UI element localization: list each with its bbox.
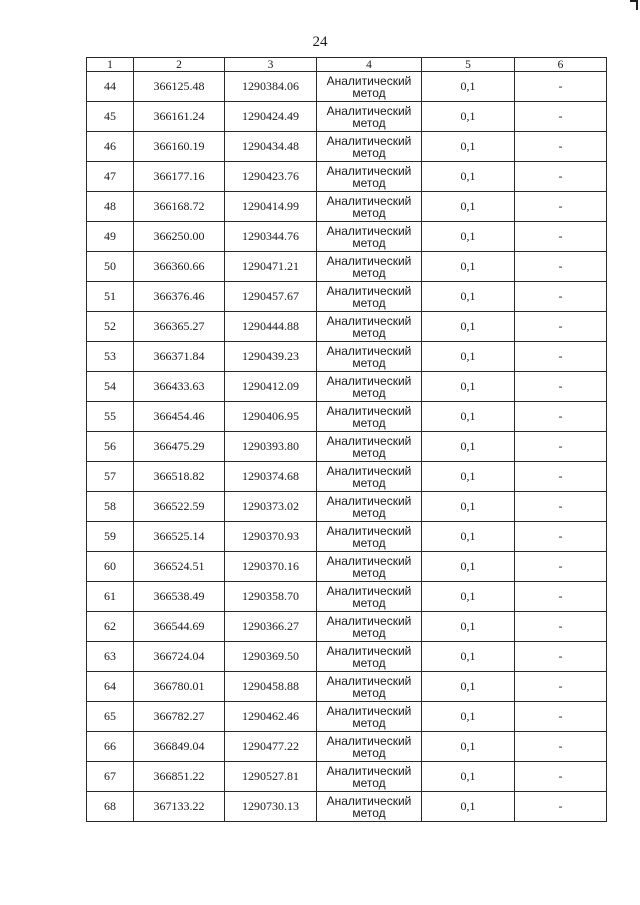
- method-cell: [317, 732, 422, 762]
- x-coordinate-cell: 366168.72: [134, 192, 225, 222]
- x-coordinate-cell: 366160.19: [134, 132, 225, 162]
- method-line-1: Аналитический: [326, 133, 412, 148]
- point-number-cell: 67: [87, 762, 134, 792]
- y-coordinate-cell: 1290414.99: [225, 192, 317, 222]
- method-cell: [317, 612, 422, 642]
- method-line-2: метод: [352, 355, 386, 370]
- method-line-1: Аналитический: [326, 733, 412, 748]
- accuracy-cell: 0,1: [422, 522, 515, 552]
- table-row: [87, 162, 607, 192]
- method-line-2: метод: [352, 655, 386, 670]
- y-coordinate-cell: 1290344.76: [225, 222, 317, 252]
- table-row: [87, 252, 607, 282]
- method-line-1: Аналитический: [326, 403, 412, 418]
- point-number-cell: 51: [87, 282, 134, 312]
- method-line-1: Аналитический: [326, 73, 412, 88]
- y-coordinate-cell: 1290423.76: [225, 162, 317, 192]
- accuracy-cell: 0,1: [422, 252, 515, 282]
- table-row: [87, 402, 607, 432]
- y-coordinate-cell: 1290439.23: [225, 342, 317, 372]
- x-coordinate-cell: 366524.51: [134, 552, 225, 582]
- method-line-2: метод: [352, 565, 386, 580]
- method-line-1: Аналитический: [326, 673, 412, 688]
- table-row: [87, 672, 607, 702]
- y-coordinate-cell: 1290424.49: [225, 102, 317, 132]
- method-line-1: Аналитический: [326, 523, 412, 538]
- method-line-2: метод: [352, 715, 386, 730]
- note-cell: -: [515, 162, 607, 192]
- x-coordinate-cell: 366433.63: [134, 372, 225, 402]
- table-row: [87, 762, 607, 792]
- note-cell: -: [515, 792, 607, 822]
- method-line-2: метод: [352, 775, 386, 790]
- table-header-row: [87, 58, 607, 72]
- method-line-1: Аналитический: [326, 793, 412, 808]
- table-row: [87, 492, 607, 522]
- point-number-cell: 66: [87, 732, 134, 762]
- method-cell: [317, 642, 422, 672]
- note-cell: -: [515, 252, 607, 282]
- point-number-cell: 54: [87, 372, 134, 402]
- point-number-cell: 45: [87, 102, 134, 132]
- method-line-1: Аналитический: [326, 103, 412, 118]
- method-cell: [317, 342, 422, 372]
- note-cell: -: [515, 642, 607, 672]
- method-line-1: Аналитический: [326, 343, 412, 358]
- table-row: [87, 702, 607, 732]
- method-line-2: метод: [352, 205, 386, 220]
- method-cell: [317, 282, 422, 312]
- accuracy-cell: 0,1: [422, 132, 515, 162]
- x-coordinate-cell: 366371.84: [134, 342, 225, 372]
- method-line-1: Аналитический: [326, 433, 412, 448]
- accuracy-cell: 0,1: [422, 462, 515, 492]
- y-coordinate-cell: 1290373.02: [225, 492, 317, 522]
- note-cell: -: [515, 102, 607, 132]
- note-cell: -: [515, 72, 607, 102]
- table-row: [87, 342, 607, 372]
- point-number-cell: 59: [87, 522, 134, 552]
- point-number-cell: 49: [87, 222, 134, 252]
- table-row: [87, 72, 607, 102]
- note-cell: -: [515, 282, 607, 312]
- y-coordinate-cell: 1290477.22: [225, 732, 317, 762]
- y-coordinate-cell: 1290434.48: [225, 132, 317, 162]
- note-cell: -: [515, 342, 607, 372]
- table-row: [87, 102, 607, 132]
- method-line-2: метод: [352, 235, 386, 250]
- method-cell: [317, 702, 422, 732]
- note-cell: -: [515, 522, 607, 552]
- method-line-2: метод: [352, 505, 386, 520]
- accuracy-cell: 0,1: [422, 342, 515, 372]
- method-line-1: Аналитический: [326, 763, 412, 778]
- x-coordinate-cell: 366724.04: [134, 642, 225, 672]
- method-cell: [317, 522, 422, 552]
- point-number-cell: 50: [87, 252, 134, 282]
- y-coordinate-cell: 1290730.13: [225, 792, 317, 822]
- x-coordinate-cell: 366518.82: [134, 462, 225, 492]
- accuracy-cell: 0,1: [422, 102, 515, 132]
- table-row: [87, 582, 607, 612]
- accuracy-cell: 0,1: [422, 192, 515, 222]
- point-number-cell: 63: [87, 642, 134, 672]
- y-coordinate-cell: 1290374.68: [225, 462, 317, 492]
- x-coordinate-cell: 366125.48: [134, 72, 225, 102]
- accuracy-cell: 0,1: [422, 672, 515, 702]
- point-number-cell: 57: [87, 462, 134, 492]
- method-cell: [317, 492, 422, 522]
- x-coordinate-cell: 367133.22: [134, 792, 225, 822]
- method-cell: [317, 372, 422, 402]
- table-row: [87, 132, 607, 162]
- method-line-2: метод: [352, 475, 386, 490]
- point-number-cell: 62: [87, 612, 134, 642]
- y-coordinate-cell: 1290358.70: [225, 582, 317, 612]
- method-line-2: метод: [352, 85, 386, 100]
- point-number-cell: 61: [87, 582, 134, 612]
- table-row: [87, 792, 607, 822]
- y-coordinate-cell: 1290412.09: [225, 372, 317, 402]
- accuracy-cell: 0,1: [422, 222, 515, 252]
- x-coordinate-cell: 366525.14: [134, 522, 225, 552]
- note-cell: -: [515, 132, 607, 162]
- x-coordinate-cell: 366360.66: [134, 252, 225, 282]
- method-cell: [317, 462, 422, 492]
- point-number-cell: 55: [87, 402, 134, 432]
- y-coordinate-cell: 1290527.81: [225, 762, 317, 792]
- accuracy-cell: 0,1: [422, 582, 515, 612]
- x-coordinate-cell: 366849.04: [134, 732, 225, 762]
- accuracy-cell: 0,1: [422, 432, 515, 462]
- method-line-1: Аналитический: [326, 553, 412, 568]
- note-cell: -: [515, 762, 607, 792]
- x-coordinate-cell: 366522.59: [134, 492, 225, 522]
- point-number-cell: 52: [87, 312, 134, 342]
- method-line-2: метод: [352, 805, 386, 820]
- point-number-cell: 56: [87, 432, 134, 462]
- accuracy-cell: 0,1: [422, 282, 515, 312]
- accuracy-cell: 0,1: [422, 702, 515, 732]
- accuracy-cell: 0,1: [422, 552, 515, 582]
- table-row: [87, 552, 607, 582]
- method-line-2: метод: [352, 745, 386, 760]
- note-cell: -: [515, 312, 607, 342]
- y-coordinate-cell: 1290458.88: [225, 672, 317, 702]
- method-cell: [317, 402, 422, 432]
- y-coordinate-cell: 1290457.67: [225, 282, 317, 312]
- accuracy-cell: 0,1: [422, 402, 515, 432]
- method-cell: [317, 252, 422, 282]
- accuracy-cell: 0,1: [422, 732, 515, 762]
- x-coordinate-cell: 366365.27: [134, 312, 225, 342]
- note-cell: -: [515, 612, 607, 642]
- accuracy-cell: 0,1: [422, 372, 515, 402]
- table-row: [87, 312, 607, 342]
- y-coordinate-cell: 1290384.06: [225, 72, 317, 102]
- accuracy-cell: 0,1: [422, 72, 515, 102]
- y-coordinate-cell: 1290462.46: [225, 702, 317, 732]
- note-cell: -: [515, 222, 607, 252]
- header-col-6: 6: [515, 58, 607, 72]
- method-cell: [317, 672, 422, 702]
- header-col-5: 5: [422, 58, 515, 72]
- point-number-cell: 47: [87, 162, 134, 192]
- accuracy-cell: 0,1: [422, 492, 515, 522]
- header-col-1: 1: [87, 58, 134, 72]
- method-cell: [317, 192, 422, 222]
- method-line-1: Аналитический: [326, 163, 412, 178]
- method-line-2: метод: [352, 115, 386, 130]
- method-line-2: метод: [352, 415, 386, 430]
- corner-mark: [630, 0, 638, 10]
- accuracy-cell: 0,1: [422, 162, 515, 192]
- method-cell: [317, 312, 422, 342]
- note-cell: -: [515, 702, 607, 732]
- method-line-2: метод: [352, 445, 386, 460]
- method-line-1: Аналитический: [326, 613, 412, 628]
- method-cell: [317, 72, 422, 102]
- method-line-2: метод: [352, 145, 386, 160]
- x-coordinate-cell: 366177.16: [134, 162, 225, 192]
- method-line-1: Аналитический: [326, 283, 412, 298]
- note-cell: -: [515, 432, 607, 462]
- x-coordinate-cell: 366161.24: [134, 102, 225, 132]
- point-number-cell: 65: [87, 702, 134, 732]
- method-line-2: метод: [352, 295, 386, 310]
- x-coordinate-cell: 366780.01: [134, 672, 225, 702]
- method-line-1: Аналитический: [326, 703, 412, 718]
- method-line-2: метод: [352, 535, 386, 550]
- note-cell: -: [515, 552, 607, 582]
- table-row: [87, 642, 607, 672]
- method-line-1: Аналитический: [326, 643, 412, 658]
- note-cell: -: [515, 372, 607, 402]
- y-coordinate-cell: 1290471.21: [225, 252, 317, 282]
- table-row: [87, 732, 607, 762]
- point-number-cell: 68: [87, 792, 134, 822]
- method-cell: [317, 582, 422, 612]
- method-line-2: метод: [352, 325, 386, 340]
- table-row: [87, 522, 607, 552]
- method-cell: [317, 132, 422, 162]
- method-line-1: Аналитический: [326, 583, 412, 598]
- method-line-2: метод: [352, 265, 386, 280]
- table-row: [87, 192, 607, 222]
- x-coordinate-cell: 366544.69: [134, 612, 225, 642]
- table-row: [87, 222, 607, 252]
- note-cell: -: [515, 462, 607, 492]
- note-cell: -: [515, 582, 607, 612]
- accuracy-cell: 0,1: [422, 762, 515, 792]
- y-coordinate-cell: 1290406.95: [225, 402, 317, 432]
- header-col-3: 3: [225, 58, 317, 72]
- x-coordinate-cell: 366376.46: [134, 282, 225, 312]
- header-col-2: 2: [134, 58, 225, 72]
- method-line-2: метод: [352, 595, 386, 610]
- method-line-2: метод: [352, 175, 386, 190]
- note-cell: -: [515, 192, 607, 222]
- x-coordinate-cell: 366250.00: [134, 222, 225, 252]
- method-cell: [317, 162, 422, 192]
- y-coordinate-cell: 1290370.93: [225, 522, 317, 552]
- table-row: [87, 612, 607, 642]
- x-coordinate-cell: 366454.46: [134, 402, 225, 432]
- y-coordinate-cell: 1290366.27: [225, 612, 317, 642]
- table-body: [87, 72, 607, 822]
- accuracy-cell: 0,1: [422, 312, 515, 342]
- method-line-1: Аналитический: [326, 193, 412, 208]
- method-cell: [317, 552, 422, 582]
- method-cell: [317, 432, 422, 462]
- point-number-cell: 46: [87, 132, 134, 162]
- x-coordinate-cell: 366782.27: [134, 702, 225, 732]
- method-line-1: Аналитический: [326, 223, 412, 238]
- point-number-cell: 60: [87, 552, 134, 582]
- note-cell: -: [515, 492, 607, 522]
- x-coordinate-cell: 366851.22: [134, 762, 225, 792]
- table-row: [87, 282, 607, 312]
- note-cell: -: [515, 402, 607, 432]
- accuracy-cell: 0,1: [422, 612, 515, 642]
- method-line-1: Аналитический: [326, 493, 412, 508]
- point-number-cell: 64: [87, 672, 134, 702]
- point-number-cell: 44: [87, 72, 134, 102]
- coordinates-table: [86, 57, 607, 822]
- y-coordinate-cell: 1290370.16: [225, 552, 317, 582]
- point-number-cell: 48: [87, 192, 134, 222]
- method-line-1: Аналитический: [326, 463, 412, 478]
- method-cell: [317, 222, 422, 252]
- method-line-2: метод: [352, 385, 386, 400]
- point-number-cell: 58: [87, 492, 134, 522]
- table-row: [87, 372, 607, 402]
- point-number-cell: 53: [87, 342, 134, 372]
- method-line-2: метод: [352, 625, 386, 640]
- table-row: [87, 462, 607, 492]
- method-cell: [317, 762, 422, 792]
- table-row: [87, 432, 607, 462]
- page-number: 24: [312, 34, 328, 50]
- method-line-1: Аналитический: [326, 253, 412, 268]
- method-cell: [317, 792, 422, 822]
- note-cell: -: [515, 732, 607, 762]
- accuracy-cell: 0,1: [422, 642, 515, 672]
- x-coordinate-cell: 366538.49: [134, 582, 225, 612]
- method-cell: [317, 102, 422, 132]
- method-line-2: метод: [352, 685, 386, 700]
- x-coordinate-cell: 366475.29: [134, 432, 225, 462]
- y-coordinate-cell: 1290444.88: [225, 312, 317, 342]
- header-col-4: 4: [317, 58, 422, 72]
- y-coordinate-cell: 1290393.80: [225, 432, 317, 462]
- note-cell: -: [515, 672, 607, 702]
- y-coordinate-cell: 1290369.50: [225, 642, 317, 672]
- method-line-1: Аналитический: [326, 373, 412, 388]
- accuracy-cell: 0,1: [422, 792, 515, 822]
- method-line-1: Аналитический: [326, 313, 412, 328]
